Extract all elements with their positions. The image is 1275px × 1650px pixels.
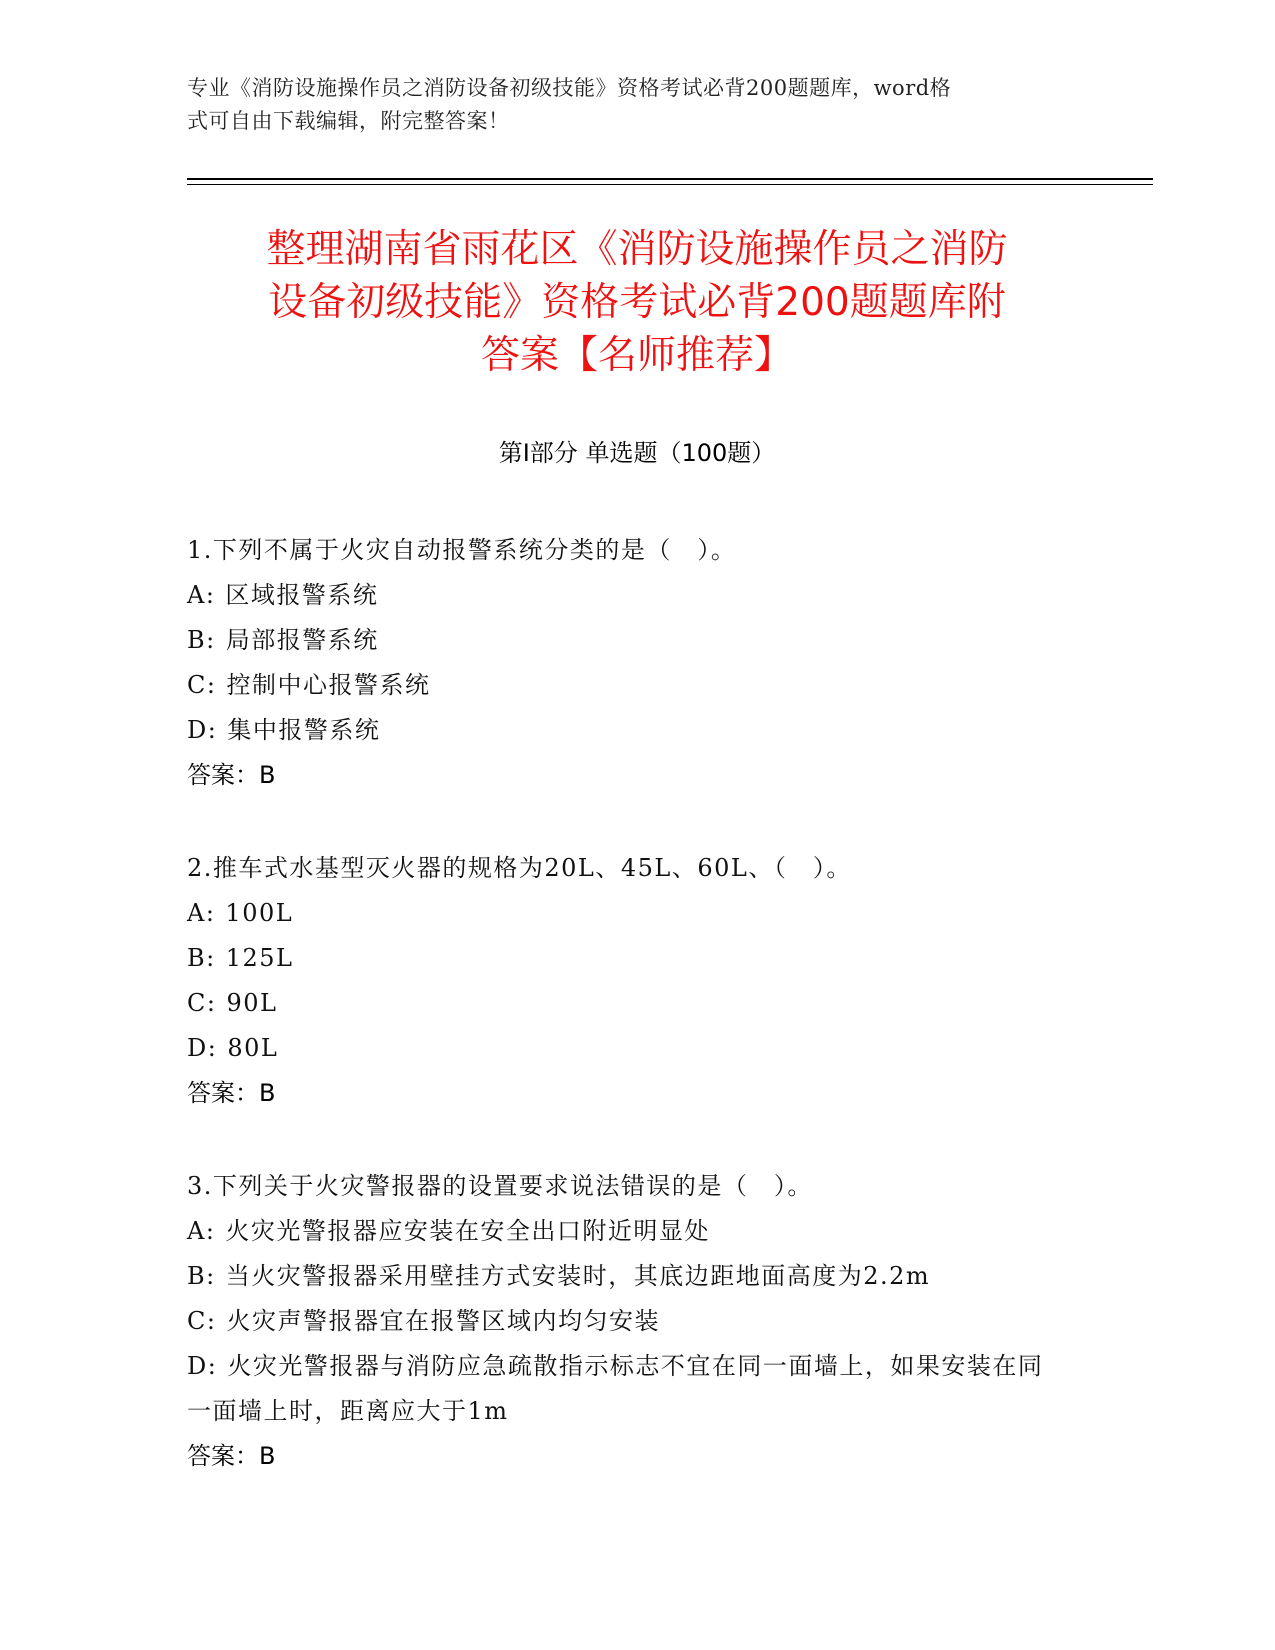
option-key: C: <box>187 1307 217 1335</box>
document-title-line-2: 设备初级技能》资格考试必背200题题库附 <box>268 280 1006 325</box>
option-b <box>187 1254 1087 1299</box>
option-text: 火灾光警报器应安装在安全出口附近明显处 <box>225 1217 710 1245</box>
question-stem: 2.推车式水基型灭火器的规格为20L、45L、60L、（ ）。 <box>187 854 852 882</box>
option-c <box>187 663 1087 708</box>
document-title-line-1: 整理湖南省雨花区《消防设施操作员之消防 <box>266 227 1008 272</box>
option-text: 局部报警系统 <box>225 626 379 654</box>
option-d <box>187 1026 1087 1071</box>
option-d <box>187 708 1087 753</box>
header-divider-thin <box>187 184 1153 185</box>
option-text: 火灾声警报器宜在报警区域内均匀安装 <box>226 1307 660 1335</box>
option-key: B: <box>187 944 216 972</box>
option-key: C: <box>187 989 217 1017</box>
option-text: 100L <box>225 899 294 927</box>
option-key: D: <box>187 716 218 744</box>
option-b <box>187 936 1087 981</box>
option-key: D: <box>187 1352 218 1380</box>
option-text: 区域报警系统 <box>225 581 379 609</box>
option-key: B: <box>187 626 216 654</box>
option-a <box>187 573 1087 618</box>
answer-label: 答案：B <box>187 1079 276 1107</box>
answer-label: 答案：B <box>187 761 276 789</box>
document-title-line-3: 答案【名师推荐】 <box>480 333 793 378</box>
question-stem: 3.下列关于火灾警报器的设置要求说法错误的是（ ）。 <box>187 1172 813 1200</box>
header-note <box>187 72 1067 138</box>
option-text: 控制中心报警系统 <box>226 671 431 699</box>
option-c <box>187 981 1087 1026</box>
header-divider-thick <box>187 178 1153 180</box>
document-title <box>187 223 1087 382</box>
header-note-line-1: 专业《消防设施操作员之消防设备初级技能》资格考试必背200题题库，word格 <box>187 76 952 100</box>
option-a <box>187 1209 1087 1254</box>
option-text: 125L <box>225 944 294 972</box>
section-title: 第Ⅰ部分 单选题（100题） <box>498 439 776 467</box>
question-1 <box>187 528 1087 798</box>
option-text: 集中报警系统 <box>227 716 381 744</box>
option-c <box>187 1299 1087 1344</box>
option-text: 当火灾警报器采用壁挂方式安装时，其底边距地面高度为2.2m <box>225 1262 931 1290</box>
option-key: A: <box>187 1217 216 1245</box>
option-b <box>187 618 1087 663</box>
option-text: 火灾光警报器与消防应急疏散指示标志不宜在同一面墙上，如果安装在同一面墙上时，距离应大于1m <box>187 1352 1044 1425</box>
question-stem: 1.下列不属于火灾自动报警系统分类的是（ ）。 <box>187 536 737 564</box>
header-note-line-2: 式可自由下载编辑，附完整答案！ <box>187 109 510 133</box>
option-text: 90L <box>226 989 278 1017</box>
option-text: 80L <box>227 1034 279 1062</box>
answer-label: 答案：B <box>187 1442 276 1470</box>
question-2 <box>187 846 1087 1116</box>
option-key: A: <box>187 581 216 609</box>
option-key: C: <box>187 671 217 699</box>
option-key: B: <box>187 1262 216 1290</box>
question-3 <box>187 1164 1087 1479</box>
option-key: A: <box>187 899 216 927</box>
option-key: D: <box>187 1034 218 1062</box>
option-d <box>187 1344 1067 1434</box>
option-a <box>187 891 1087 936</box>
